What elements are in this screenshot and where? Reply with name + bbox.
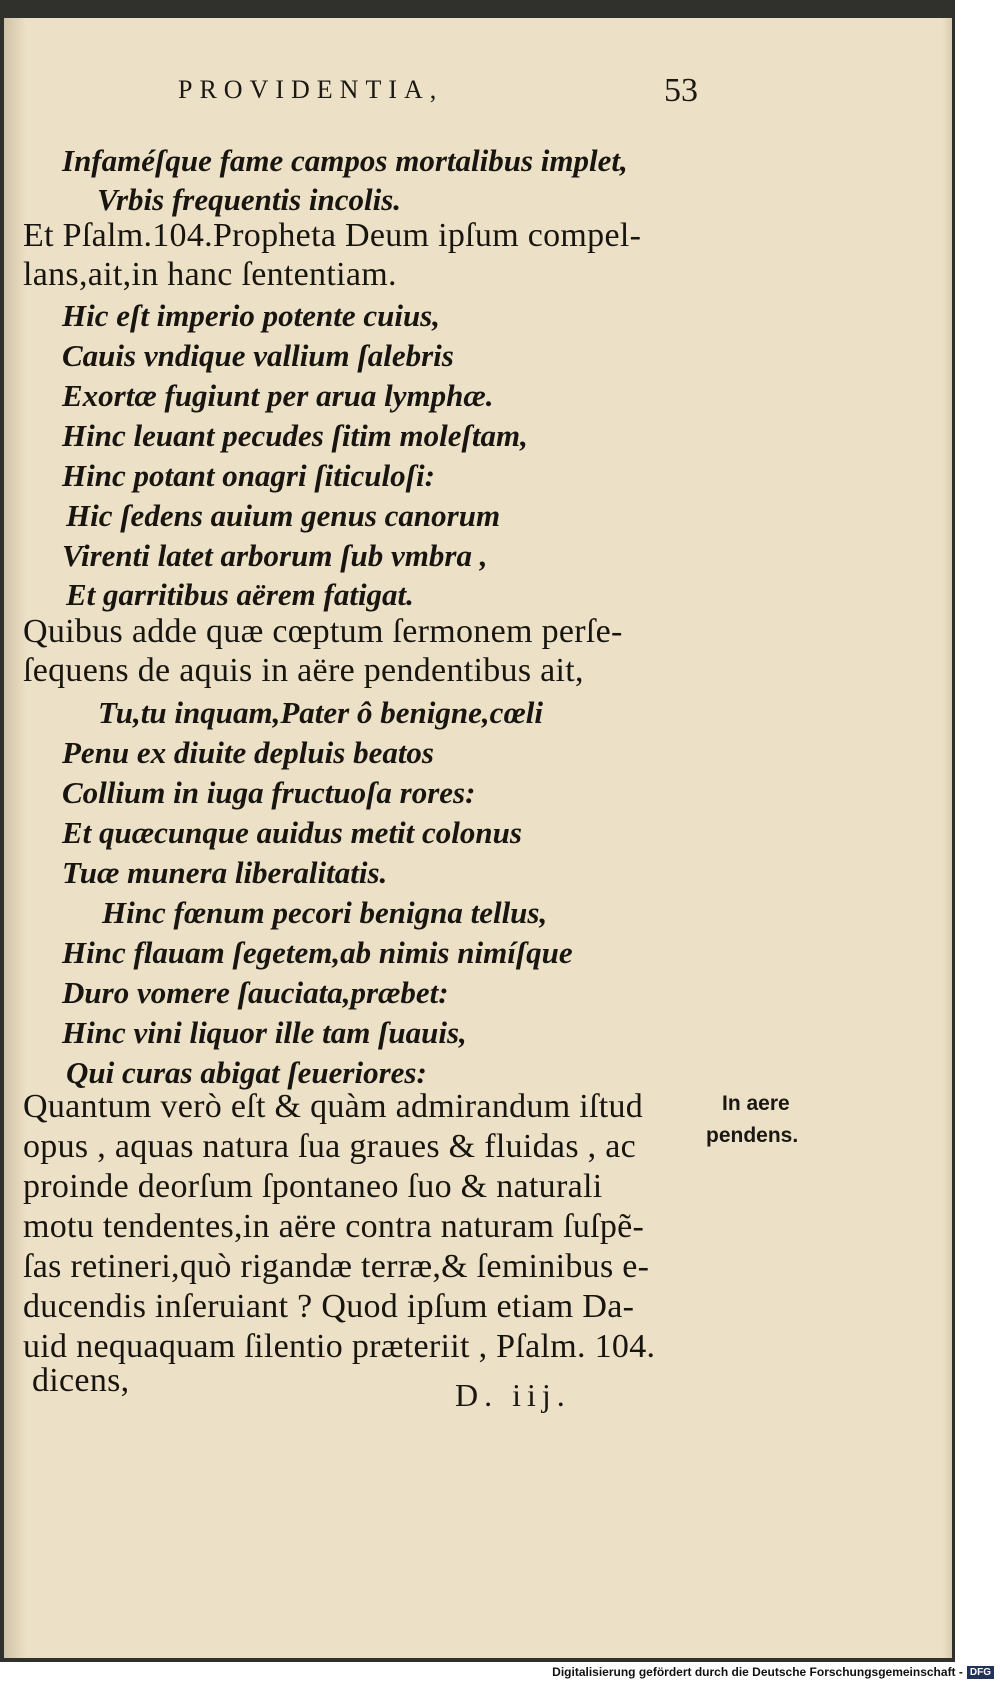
- verse-line: Tuæ munera liberalitatis.: [62, 855, 388, 890]
- verse-line: Hinc fœnum pecori benigna tellus,: [102, 895, 548, 930]
- prose-line: ducendis inſeruiant ? Quod ipſum etiam Da-: [23, 1288, 635, 1325]
- prose-line: opus , aquas natura ſua graues & fluidas , ac: [23, 1128, 637, 1165]
- verse-line: Collium in iuga fructuoſa rores:: [62, 775, 476, 810]
- verse-line: Exortæ fugiunt per arua lymphæ.: [62, 378, 494, 413]
- verse-line: Hinc flauam ſegetem,ab nimis nimíſque: [62, 935, 573, 970]
- verse-line: Hic eſt imperio potente cuius,: [62, 298, 440, 333]
- verse-line: Hic ſedens auium genus canorum: [66, 498, 501, 533]
- credit-text: Digitalisierung gefördert durch die Deutsche Forschungsgemeinschaft -: [552, 1665, 963, 1679]
- prose-line: motu tendentes,in aëre contra naturam ſuſpẽ-: [23, 1208, 645, 1245]
- folio-number: 53: [664, 72, 698, 109]
- digitization-credit: [552, 1665, 994, 1679]
- marginal-note-line: In aere: [722, 1092, 790, 1115]
- verse-line: Penu ex diuite depluis beatos: [62, 735, 434, 770]
- verse-line: Virenti latet arborum ſub vmbra ,: [62, 538, 488, 573]
- signature-mark: D. iij.: [455, 1377, 571, 1413]
- marginal-note-line: pendens.: [706, 1124, 799, 1147]
- verse-line: Duro vomere ſauciata,præbet:: [62, 975, 449, 1010]
- prose-line: Et Pſalm.104.Propheta Deum ipſum compel-: [23, 217, 642, 254]
- prose-line: ſequens de aquis in aëre pendentibus ait,: [23, 652, 584, 689]
- running-head: PROVIDENTIA,: [178, 75, 444, 104]
- verse-line: Hinc potant onagri ſiticuloſi:: [62, 458, 435, 493]
- prose-line: lans,ait,in hanc ſententiam.: [23, 256, 397, 293]
- verse-line: Et quæcunque auidus metit colonus: [62, 815, 522, 850]
- verse-line: Qui curas abigat ſeueriores:: [66, 1055, 427, 1090]
- verse-line: Hinc vini liquor ille tam ſuauis,: [62, 1015, 467, 1050]
- verse-line: Hinc leuant pecudes ſitim moleſtam,: [62, 418, 528, 453]
- verse-line: Infaméſque fame campos mortalibus implet,: [62, 143, 628, 178]
- page-right-edge: [942, 18, 952, 1658]
- prose-line: uid nequaquam ſilentio præteriit , Pſalm. 104.: [23, 1328, 656, 1365]
- prose-line: ſas retineri,quò rigandæ terræ,& ſeminibus e-: [23, 1248, 650, 1285]
- verse-line: Vrbis frequentis incolis.: [97, 182, 402, 217]
- prose-line: dicens,: [32, 1362, 130, 1399]
- dfg-logo: DFG: [967, 1666, 994, 1679]
- prose-line: proinde deorſum ſpontaneo ſuo & naturali: [23, 1168, 603, 1205]
- verse-line: Cauis vndique vallium ſalebris: [62, 338, 454, 373]
- verse-line: Tu,tu inquam,Pater ô benigne,cœli: [98, 695, 543, 730]
- prose-line: Quantum verò eſt & quàm admirandum iſtud: [23, 1088, 644, 1125]
- prose-line: Quibus adde quæ cœptum ſermonem perſe-: [23, 613, 623, 650]
- verse-line: Et garritibus aërem fatigat.: [66, 577, 414, 612]
